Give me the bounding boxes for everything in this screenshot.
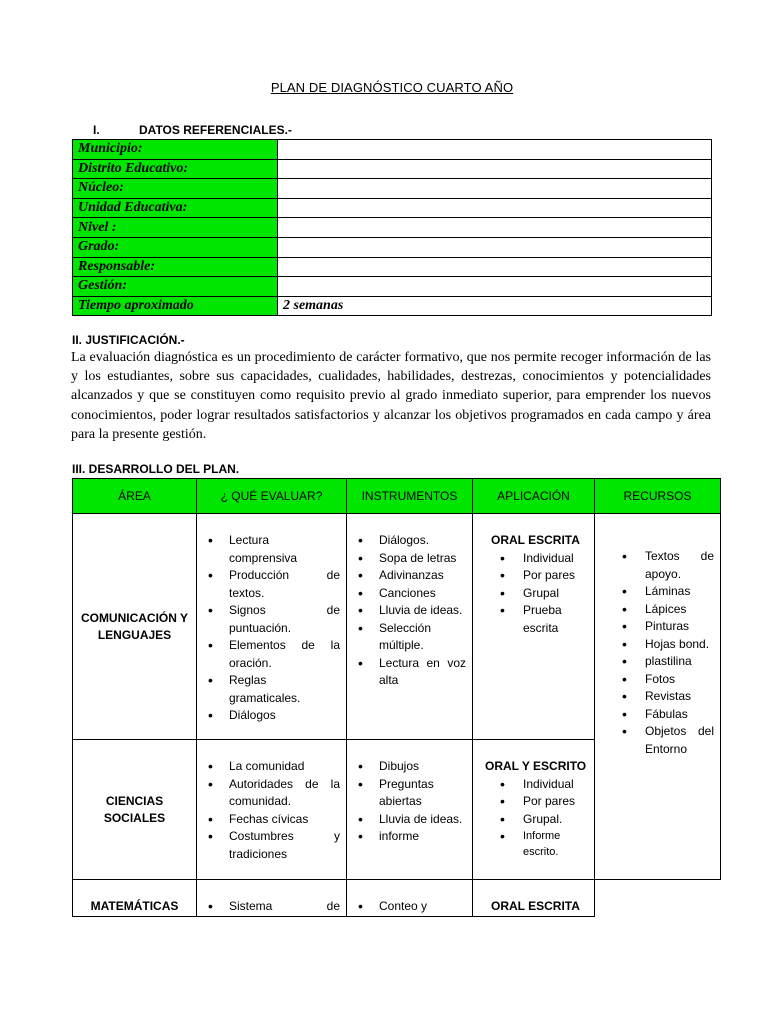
instrumentos-cell xyxy=(347,880,473,917)
list-item: • Selección múltiple. xyxy=(347,620,466,655)
reference-data-table xyxy=(72,139,712,316)
area-label: CIENCIAS SOCIALES xyxy=(103,793,166,825)
aplicacion-cell xyxy=(473,880,595,917)
list-item: • Lluvia de ideas. xyxy=(347,811,466,829)
list-item: • Costumbres y tradiciones xyxy=(197,828,340,863)
page-title: PLAN DE DIAGNÓSTICO CUARTO AÑO xyxy=(270,80,514,95)
list-item: • Diálogos. xyxy=(347,532,466,550)
list-item: • Por pares xyxy=(473,793,594,811)
list-item: • Fotos xyxy=(595,671,714,689)
area-label: COMUNICACIÓN Y LENGUAJES xyxy=(80,610,189,642)
area-cell xyxy=(73,880,197,917)
aplicacion-cell xyxy=(473,514,595,740)
recursos-cell xyxy=(595,514,721,880)
ref-value xyxy=(278,198,712,218)
ref-row xyxy=(73,237,712,257)
plan-table xyxy=(72,478,721,917)
aplicacion-heading: ORAL ESCRITA xyxy=(491,533,580,547)
que-evaluar-list xyxy=(197,758,346,863)
list-item: • Conteo y xyxy=(347,898,466,916)
que-evaluar-cell xyxy=(197,514,347,740)
ref-row xyxy=(73,198,712,218)
area-cell xyxy=(73,514,197,740)
list-item: • Lápices xyxy=(595,601,714,619)
ref-label: Grado: xyxy=(73,237,278,257)
list-item: • Producción de textos. xyxy=(197,567,340,602)
list-item: • Textos de apoyo. xyxy=(595,548,714,583)
list-item: • informe xyxy=(347,828,466,846)
list-item: • Diálogos xyxy=(197,707,340,725)
list-item: • Individual xyxy=(473,550,594,568)
ref-label: Responsable: xyxy=(73,257,278,277)
ref-row xyxy=(73,277,712,297)
list-item: • Reglas gramaticales. xyxy=(197,672,340,707)
list-item: • Revistas xyxy=(595,688,714,706)
ref-label: Gestión: xyxy=(73,277,278,297)
recursos-list xyxy=(595,548,720,758)
list-item: • Lluvia de ideas. xyxy=(347,602,466,620)
list-item: • Elementos de la oración. xyxy=(197,637,340,672)
justification-paragraph: La evaluación diagnóstica es un procedimiento de carácter formativo, que nos permite recoger información de las y los estudiantes, sobre sus capacidades, cualidades, habilidades, destrezas, conocimientos y potencialidades alcanzados y que se constituyen como requisito previo al grado inmediato superior, para emprender los nuevos conocimientos, poder lograr resultados satisfactorios y alcanzar los objetivos programados en cada campo y área para la presente gestión. xyxy=(71,350,711,442)
ref-value xyxy=(278,140,712,160)
instrumentos-list xyxy=(347,758,472,846)
ref-value xyxy=(278,179,712,199)
list-item: • Preguntas abiertas xyxy=(347,776,466,811)
aplicacion-cell xyxy=(473,740,595,880)
que-evaluar-cell xyxy=(197,740,347,880)
aplicacion-heading: ORAL Y ESCRITO xyxy=(485,759,587,773)
ref-row xyxy=(73,296,712,316)
ref-label: Nivel : xyxy=(73,218,278,238)
instrumentos-cell xyxy=(347,740,473,880)
list-item: • Adivinanzas xyxy=(347,567,466,585)
aplicacion-small-list xyxy=(473,828,594,860)
plan-row-matematicas xyxy=(73,880,721,917)
instrumentos-list xyxy=(347,532,472,690)
ref-label: Tiempo aproximado xyxy=(73,296,278,316)
ref-label: Municipio: xyxy=(73,140,278,160)
list-item: • plastilina xyxy=(595,653,714,671)
list-item: • Lectura comprensiva xyxy=(197,532,340,567)
header-area: ÁREA xyxy=(73,479,197,514)
list-item: • Objetos del Entorno xyxy=(595,723,714,758)
list-item: • Signos de puntuación. xyxy=(197,602,340,637)
header-instrumentos: INSTRUMENTOS xyxy=(347,479,473,514)
list-item: • Individual xyxy=(473,776,594,794)
area-cell xyxy=(73,740,197,880)
aplicacion-list xyxy=(473,550,594,638)
list-item: • Prueba escrita xyxy=(473,602,594,637)
header-que-evaluar: ¿ QUÉ EVALUAR? xyxy=(197,479,347,514)
que-evaluar-list xyxy=(197,898,346,916)
aplicacion-list xyxy=(473,776,594,829)
section-1-number: I. xyxy=(93,123,100,137)
list-item: • Informe escrito. xyxy=(473,828,594,860)
aplicacion-heading: ORAL ESCRITA xyxy=(491,899,580,913)
instrumentos-list xyxy=(347,898,472,916)
list-item: • Láminas xyxy=(595,583,714,601)
ref-row xyxy=(73,257,712,277)
header-recursos: RECURSOS xyxy=(595,479,721,514)
header-aplicacion: APLICACIÓN xyxy=(473,479,595,514)
ref-value: 2 semanas xyxy=(278,296,712,316)
ref-value xyxy=(278,257,712,277)
plan-header-row xyxy=(73,479,721,514)
section-2-heading: II. JUSTIFICACIÓN.- xyxy=(72,333,185,347)
section-1-heading xyxy=(93,123,292,137)
list-item: • Autoridades de la comunidad. xyxy=(197,776,340,811)
ref-row xyxy=(73,140,712,160)
area-label: MATEMÁTICAS xyxy=(90,899,179,913)
list-item: • Fechas cívicas xyxy=(197,811,340,829)
que-evaluar-list xyxy=(197,532,346,725)
list-item: • Lectura en voz alta xyxy=(347,655,466,690)
section-3-heading: III. DESARROLLO DEL PLAN. xyxy=(72,462,240,476)
list-item: • Grupal. xyxy=(473,811,594,829)
list-item xyxy=(197,898,340,916)
list-item: • Dibujos xyxy=(347,758,466,776)
ref-row xyxy=(73,179,712,199)
instrumentos-cell xyxy=(347,514,473,740)
ref-label: Unidad Educativa: xyxy=(73,198,278,218)
plan-row-comunicacion xyxy=(73,514,721,740)
list-item: • Hojas bond. xyxy=(595,636,714,654)
list-item: • Fábulas xyxy=(595,706,714,724)
list-item: • Canciones xyxy=(347,585,466,603)
ref-label: Núcleo: xyxy=(73,179,278,199)
ref-row xyxy=(73,159,712,179)
list-item: • Pinturas xyxy=(595,618,714,636)
ref-row xyxy=(73,218,712,238)
list-item: • La comunidad xyxy=(197,758,340,776)
ref-value xyxy=(278,277,712,297)
ref-label: Distrito Educativo: xyxy=(73,159,278,179)
list-item: • Por pares xyxy=(473,567,594,585)
recursos-empty-cell xyxy=(595,880,721,917)
ref-value xyxy=(278,159,712,179)
list-item: • Sopa de letras xyxy=(347,550,466,568)
ref-value xyxy=(278,237,712,257)
que-evaluar-cell xyxy=(197,880,347,917)
ref-value xyxy=(278,218,712,238)
section-1-label: DATOS REFERENCIALES.- xyxy=(139,123,292,137)
list-item-text: Sistema de xyxy=(229,899,340,913)
list-item: • Grupal xyxy=(473,585,594,603)
